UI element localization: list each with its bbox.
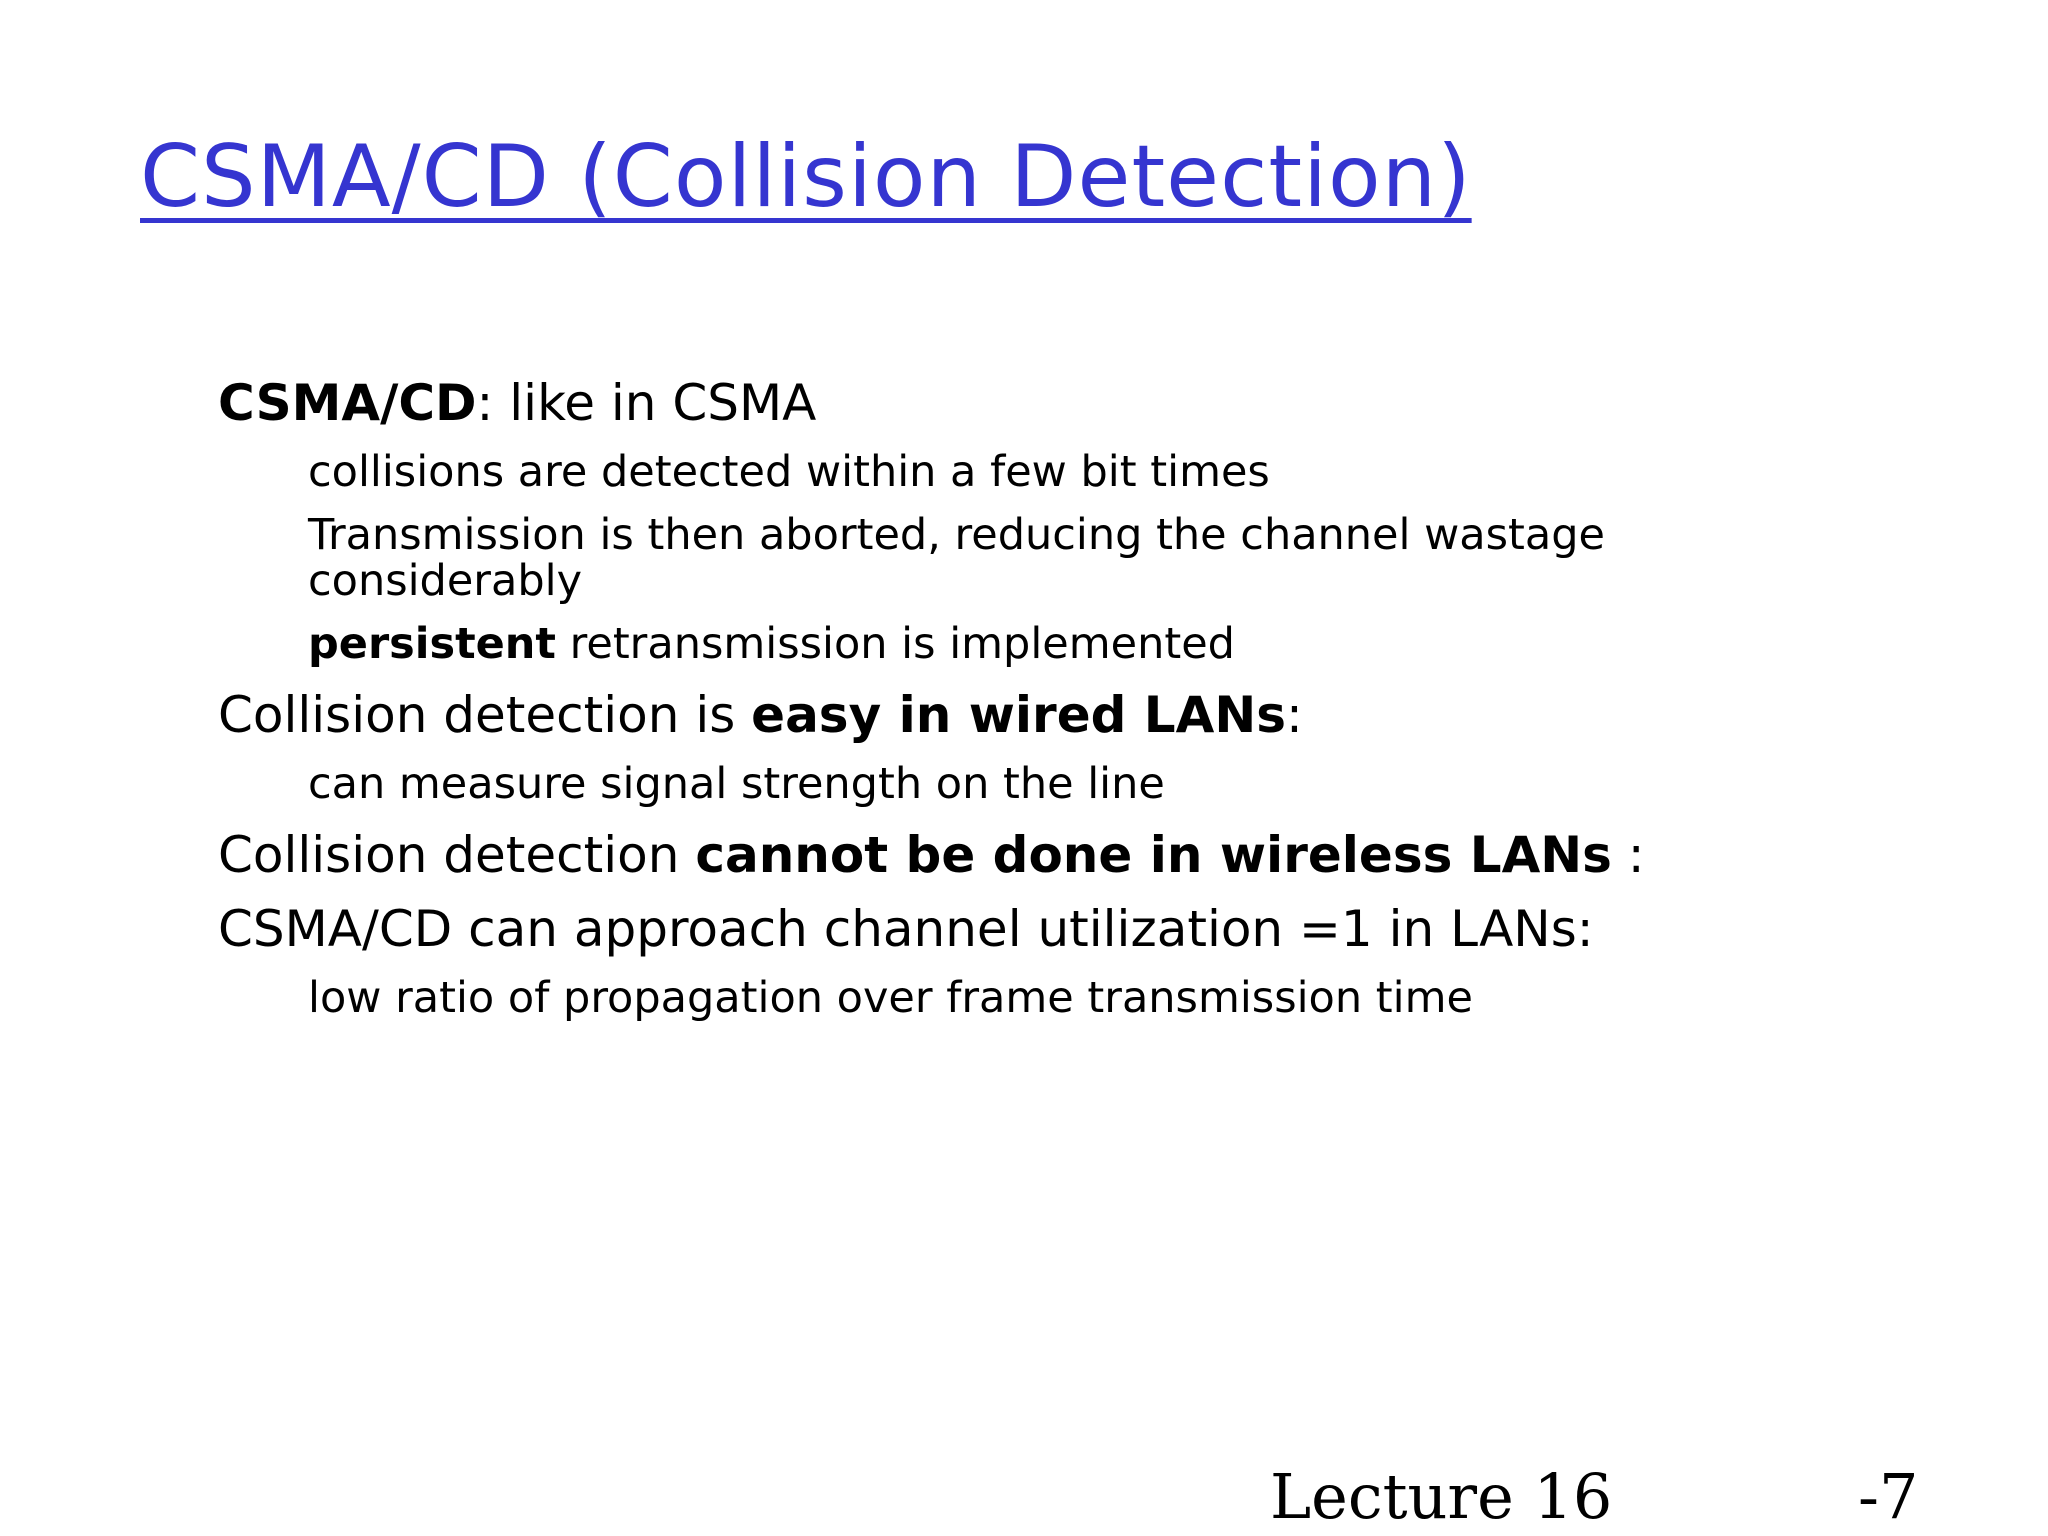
- bullet-wireless-lans: [218, 824, 1645, 886]
- persistent-bold: persistent: [308, 619, 556, 669]
- bullet-csmacd-text: : like in CSMA: [476, 374, 817, 432]
- wired-lans-text: Collision detection is: [218, 686, 752, 744]
- sub-bullet-signal-strength: can measure signal strength on the line: [308, 759, 1165, 809]
- bullet-wired-lans: [218, 684, 1638, 746]
- footer-page-number: -7: [1858, 1460, 1919, 1533]
- bullet-csmacd-bold: CSMA/CD: [218, 374, 477, 432]
- wired-lans-bold: easy in wired LANs: [751, 686, 1286, 744]
- sub-bullet-transmission-aborted: Transmission is then aborted, reducing the channel wastage considerably: [308, 510, 1606, 606]
- sub-bullet-low-ratio: low ratio of propagation over frame transmission time: [308, 973, 1473, 1023]
- footer-lecture: Lecture 16: [1270, 1460, 1613, 1533]
- sub-bullet-persistent-retransmission: [308, 618, 1688, 670]
- wired-lans-after: :: [1285, 686, 1303, 744]
- bullet-csmacd: [218, 372, 1638, 434]
- slide-content: [218, 372, 1645, 1038]
- wireless-lans-after: :: [1611, 826, 1645, 884]
- sub-bullet-collisions-detected: collisions are detected within a few bit times: [308, 447, 1270, 497]
- wireless-lans-text: Collision detection: [218, 826, 696, 884]
- wireless-lans-bold: cannot be done in wireless LANs: [695, 826, 1612, 884]
- persistent-text: retransmission is implemented: [555, 619, 1235, 669]
- bullet-channel-utilization: CSMA/CD can approach channel utilization =1 in LANs:: [218, 900, 1594, 958]
- slide-title: CSMA/CD (Collision Detection): [140, 127, 1472, 227]
